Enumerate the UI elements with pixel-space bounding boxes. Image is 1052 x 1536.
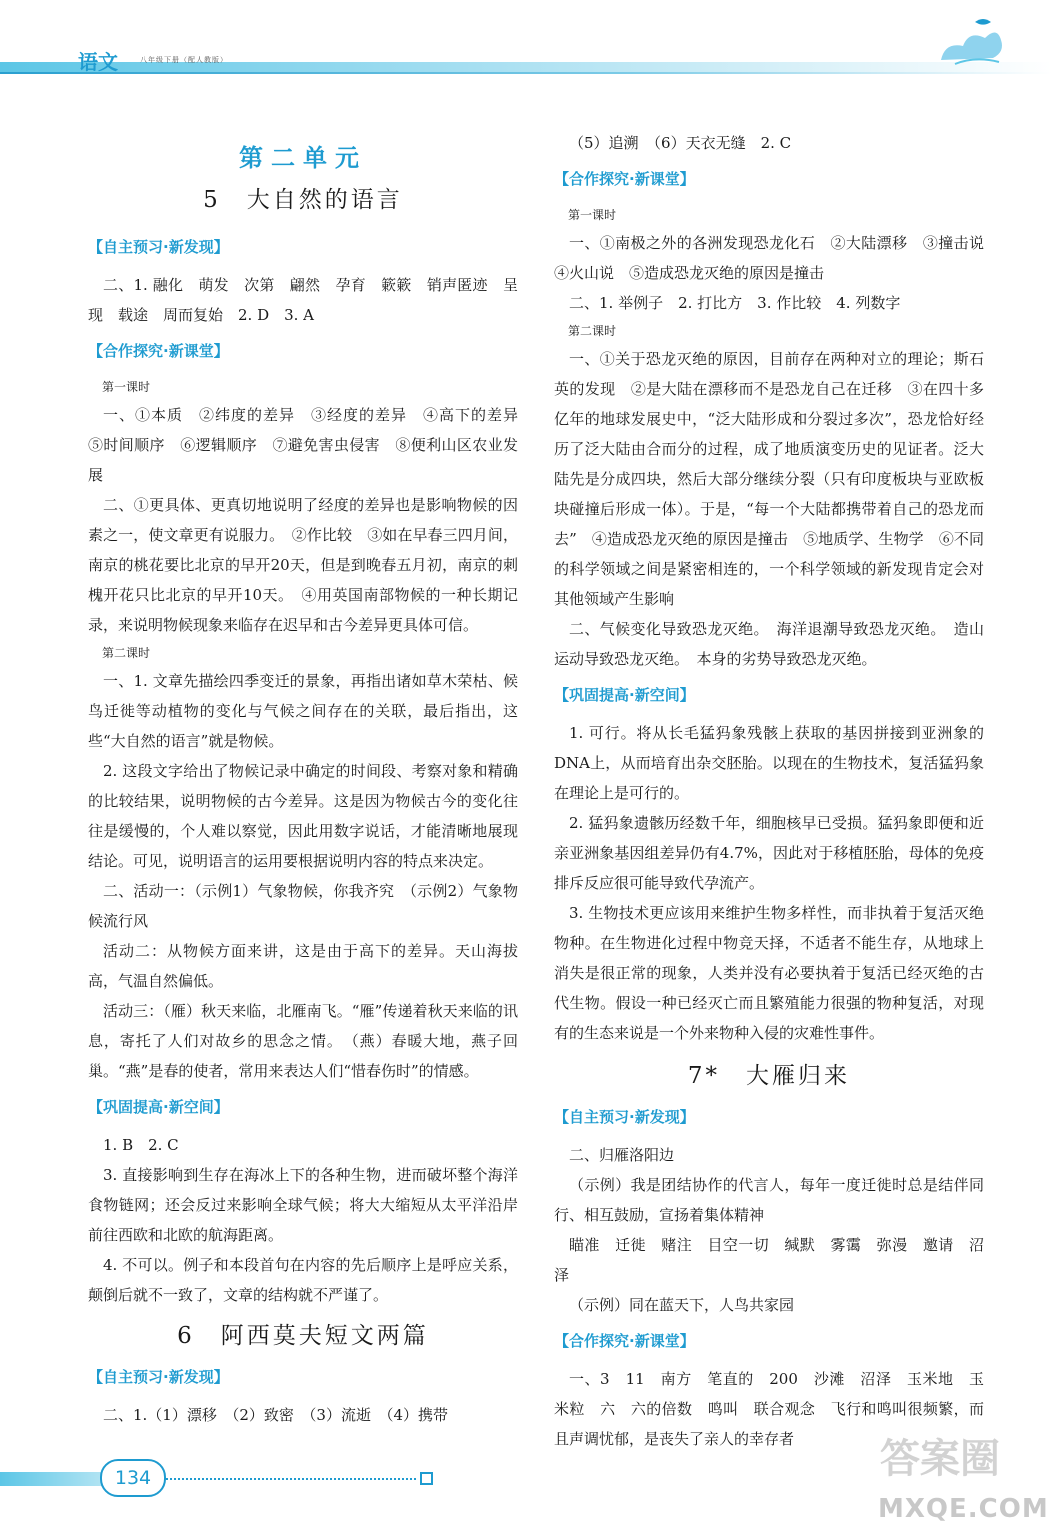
answer-paragraph: 瞄准 迁徙 赌注 目空一切 缄默 雾霭 弥漫 邀请 沼泽	[554, 1236, 984, 1284]
footer-dotted-rule	[166, 1478, 416, 1480]
answer-paragraph: 3. 直接影响到生存在海冰上下的各种生物，进而破坏整个海洋食物链网；还会反过来影响全球气候；将大大缩短从太平洋沿岸前往西欧和北欧的航海距离。	[88, 1166, 518, 1244]
lesson-title: 5 大自然的语言	[203, 187, 403, 213]
section-heading: 【合作探究·新课堂】	[554, 170, 695, 188]
lesson-period: 第二课时	[568, 324, 617, 338]
section-heading: 【巩固提高·新空间】	[554, 686, 695, 704]
lesson-title: 6 阿西莫夫短文两篇	[177, 1323, 429, 1349]
lesson-period: 第一课时	[568, 208, 617, 222]
subject-label: 语文	[78, 50, 118, 74]
right-column	[554, 128, 1000, 1454]
answer-paragraph: 二、①更具体、更真切地说明了经度的差异也是影响物候的因素之一，使文章更有说服力。 ②作比较 ③如在早春三四月间，南京的桃花要比北京的早开20天，但是到晚春五月初，南京的刺槐开花只比北京的早开10天。 ④用英国南部物候的一种长期记录，来说明物候现象来临存在迟早和古今差异更具体可信。	[88, 496, 518, 634]
section-heading: 【巩固提高·新空间】	[88, 1098, 229, 1116]
answer-paragraph: 一、①南极之外的各洲发现恐龙化石 ②大陆漂移 ③撞击说 ④火山说 ⑤造成恐龙灭绝的原因是撞击	[554, 234, 1000, 282]
answer-paragraph: 1. 可行。将从长毛猛犸象残骸上获取的基因拼接到亚洲象的DNA上，从而培育出杂交胚胎。以现在的生物技术，复活猛犸象在理论上是可行的。	[554, 724, 984, 802]
answer-paragraph: 2. 这段文字给出了物候记录中确定的时间段、考察对象和精确的比较结果，说明物候的古今差异。这是因为物候古今的变化往往是缓慢的，个人难以察觉，因此用数字说话，才能清晰地展现结论。可见，说明语言的运用要根据说明内容的特点来决定。	[88, 762, 518, 870]
lesson-title: 7* 大雁归来	[687, 1063, 851, 1089]
answer-paragraph: 4. 不可以。例子和本段首句在内容的先后顺序上是呼应关系，颠倒后就不一致了，文章的结构就不严谨了。	[88, 1256, 518, 1304]
answer-paragraph: 二、气候变化导致恐龙灭绝。 海洋退潮导致恐龙灭绝。 造山运动导致恐龙灭绝。 本身的劣势导致恐龙灭绝。	[554, 620, 984, 668]
footer-band	[0, 1472, 110, 1486]
left-column	[88, 130, 534, 1430]
lesson-period: 第一课时	[102, 380, 151, 394]
answer-paragraph: 活动二：从物候方面来讲，这是由于高下的差异。天山海拔高，气温自然偏低。	[88, 942, 518, 990]
answer-paragraph: 一、3 11 南方 笔直的 200 沙滩 沼泽 玉米地 玉米粒 六 六的倍数 鸣叫 联合观念 飞行和鸣叫很频繁，而且声调忧郁，是丧失了亲人的幸存者	[554, 1370, 984, 1448]
watermark-url: MXQE.COM	[878, 1494, 1049, 1524]
answer-paragraph: 3. 生物技术更应该用来维护生物多样性，而非执着于复活灭绝物种。在生物进化过程中物竞天择，不适者不能生存，从地球上消失是很正常的现象，人类并没有必要执着于复活已经灭绝的古代生物。假设一种已经灭亡而且繁殖能力很强的物种复活，对现有的生态来说是一个外来物种入侵的灾难性事件。	[554, 904, 984, 1042]
answer-paragraph: 一、①本质 ②纬度的差异 ③经度的差异 ④高下的差异 ⑤时间顺序 ⑥逻辑顺序 ⑦避免害虫侵害 ⑧便利山区农业发展	[88, 406, 534, 484]
section-heading: 【合作探究·新课堂】	[554, 1332, 695, 1350]
watermark-text: 答案圈	[880, 1436, 1000, 1482]
answer-paragraph: 1. B 2. C	[103, 1136, 179, 1154]
cloud-icon	[935, 12, 1005, 72]
page-number: 134	[100, 1459, 166, 1497]
lesson-period: 第二课时	[102, 646, 151, 660]
section-heading: 【自主预习·新发现】	[554, 1108, 695, 1126]
answer-paragraph: 一、①关于恐龙灭绝的原因，目前存在两种对立的理论；斯石英的发现 ②是大陆在漂移而不是恐龙自己在迁移 ③在四十多亿年的地球发展史中，“泛大陆形成和分裂过多次”，恐龙恰好经历了泛大陆由合而分的过程，成了地质演变历史的见证者。泛大陆先是分成四块，然后大部分继续分裂（只有印度板块与亚欧板块碰撞后形成一体）。于是，“每一个大陆都携带着自己的恐龙而去” ④造成恐龙灭绝的原因是撞击 ⑤地质学、生物学 ⑥不同的科学领域之间是紧密相连的，一个科学领域的新发现肯定会对其他领域产生影响	[554, 350, 984, 608]
square-icon	[420, 1472, 433, 1485]
unit-title: 第二单元	[239, 143, 367, 172]
answer-paragraph: 二、归雁洛阳边	[569, 1146, 675, 1164]
answer-paragraph: 二、1. 融化 萌发 次第 翩然 孕育 簌簌 销声匿迹 呈现 载途 周而复始 2. D 3. A	[88, 276, 518, 324]
header-subtitle: 八年级下册（配人教版）	[140, 56, 228, 64]
answer-paragraph: 二、活动一：（示例1）气象物候，你我齐究 （示例2）气象物候流行风	[88, 882, 518, 930]
section-heading: 【合作探究·新课堂】	[88, 342, 229, 360]
section-heading: 【自主预习·新发现】	[88, 1368, 229, 1386]
answer-paragraph: 一、1. 文章先描绘四季变迁的景象，再指出诸如草木荣枯、候鸟迁徙等动植物的变化与气候之间存在的关联，最后指出，这些“大自然的语言”就是物候。	[88, 672, 518, 750]
answer-paragraph: （示例）我是团结协作的代言人，每年一度迁徙时总是结伴同行、相互鼓励，宣扬着集体精神	[554, 1176, 984, 1224]
header-rule	[0, 72, 1052, 74]
answer-paragraph: 活动三：（雁）秋天来临，北雁南飞。“雁”传递着秋天来临的讯息，寄托了人们对故乡的思念之情。 （燕）春暖大地，燕子回巢。“燕”是春的使者，常用来表达人们“惜春伤时”的情感。	[88, 1002, 518, 1080]
answer-paragraph: （5）追溯 （6）天衣无缝 2. C	[569, 134, 792, 152]
answer-paragraph: （示例）同在蓝天下，人鸟共家园	[569, 1296, 795, 1314]
section-heading: 【自主预习·新发现】	[88, 238, 229, 256]
answer-paragraph: 二、1.（1）漂移 （2）致密 （3）流逝 （4）携带	[103, 1406, 448, 1424]
answer-paragraph: 2. 猛犸象遗骸历经数千年，细胞核早已受损。猛犸象即便和近亲亚洲象基因组差异仍有4.7%，因此对于移植胚胎，母体的免疫排斥反应很可能导致代孕流产。	[554, 814, 984, 892]
answer-paragraph: 二、1. 举例子 2. 打比方 3. 作比较 4. 列数字	[569, 294, 901, 312]
